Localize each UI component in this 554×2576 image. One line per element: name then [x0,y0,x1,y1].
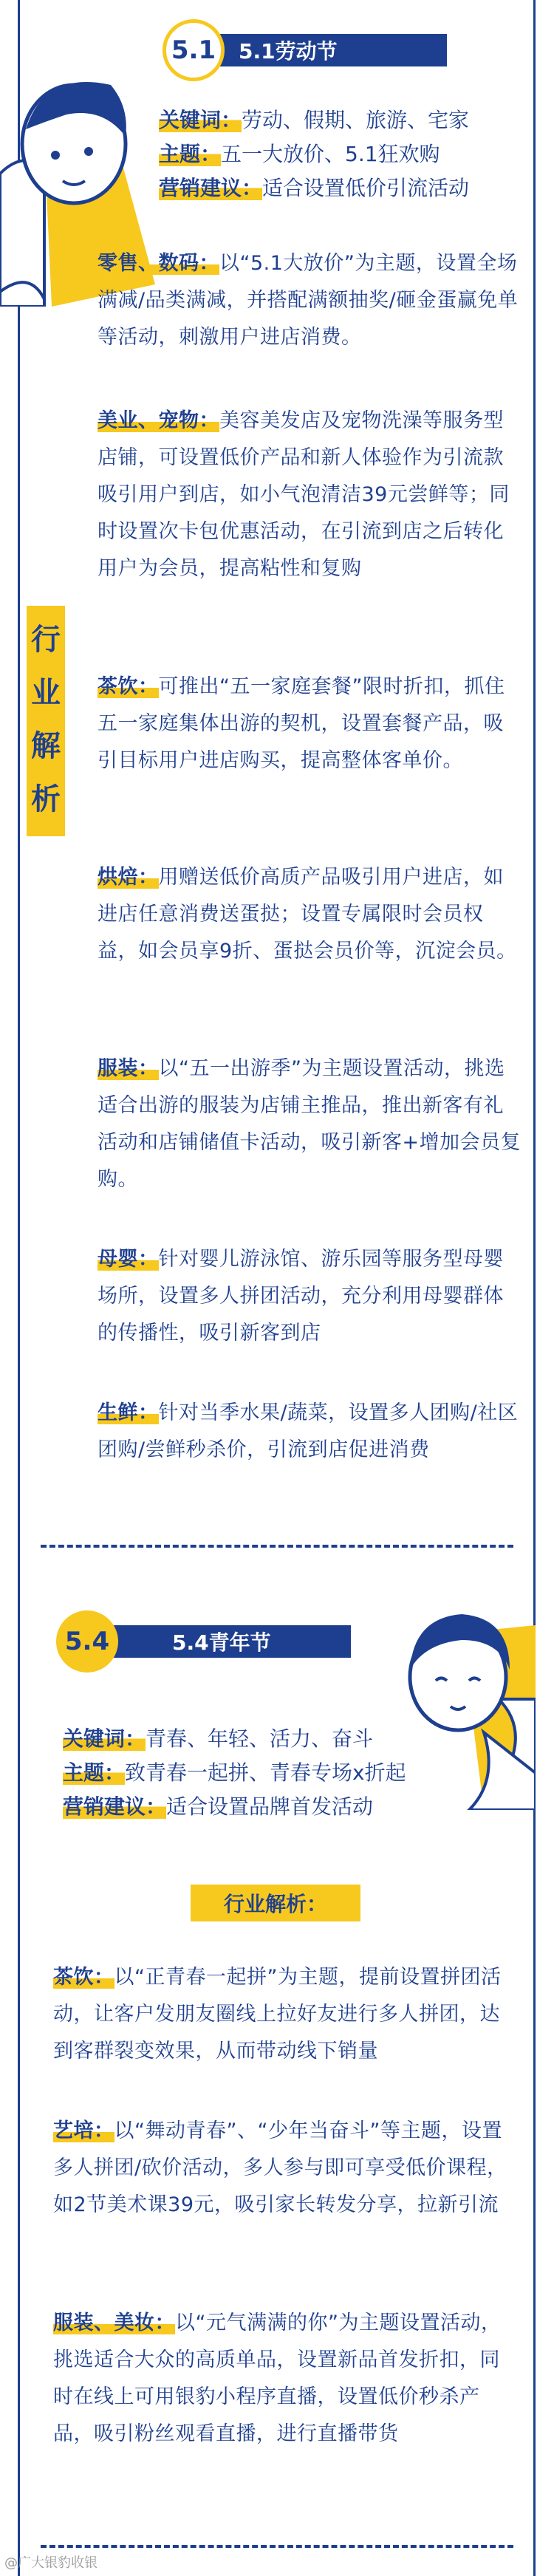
section1-para-beauty [98,403,522,587]
section2-para-tea [53,1959,519,2070]
section1-advice: 适合设置低价引流活动 [262,176,470,200]
para-text: 以“舞动青春”、“少年当奋斗”等主题，设置多人拼团/砍价活动，多人参与即可享受低价课程，如2节美术课39元，吸引家长转发分享，拉新引流 [53,2119,507,2216]
para-tag: 茶饮： [53,1966,114,1989]
vertical-title-char: 行 [31,623,61,657]
para-text: 用赠送低价高质产品吸引用户进店，如进店任意消费送蛋挞；设置专属限时会员权益，如会员享9折、蛋挞会员价等，沉淀会员。 [98,866,517,963]
vertical-title-char: 业 [31,676,61,710]
section1-title: 5.1劳动节 [239,39,338,64]
para-tag: 烘焙： [98,866,159,889]
para-tag: 服装、美妆： [53,2312,175,2334]
para-text: 美容美发店及宠物洗澡等服务型店铺，可设置低价产品和新人体验作为引流款吸引用户到店，如小气泡清洁39元尝鲜等；同时设置次卡包优惠活动，在引流到店之后转化用户为会员，提高粘性和复购 [98,409,510,580]
section1-para-fresh [98,1395,522,1469]
para-tag: 茶饮： [98,675,159,698]
para-tag: 美业、宠物： [98,409,219,432]
section1-badge-text: 5.1 [171,35,216,65]
para-text: 以“正青春一起拼”为主题，提前设置拼团活动，让客户发朋友圈线上拉好友进行多人拼团，达到客群裂变效果，从而带动线下销量 [53,1966,502,2063]
section1-para-bakery [98,859,522,970]
section1-para-retail [98,245,522,356]
watermark: @广大银豹收银 [4,2555,98,2571]
para-tag: 零售、数码： [98,252,219,275]
section1-meta [159,103,469,205]
section2-title-bar [111,1625,351,1658]
para-tag: 服装： [98,1057,159,1080]
section2-meta [63,1722,406,1824]
right-rail [533,0,536,2576]
section1-para-tea [98,669,522,779]
section1-keywords-label: 关键词： [159,108,242,132]
section2-badge-text: 5.4 [64,1627,110,1656]
section1-para-clothing [98,1050,522,1198]
section1-theme-label: 主题： [159,142,222,166]
section2-advice: 适合设置品牌首发活动 [166,1794,374,1819]
section2-keywords: 青春、年轻、活力、奋斗 [146,1726,374,1751]
section2-theme: 致青春一起拼、青春专场x折起 [125,1760,406,1785]
section2-para-arts [53,2113,519,2224]
para-text: 针对婴儿游泳馆、游乐园等服务型母婴场所，设置多人拼团活动，充分利用母婴群体的传播性，吸引新客到店 [98,1248,504,1345]
section1-keywords: 劳动、假期、旅游、宅家 [242,108,470,132]
section1-title-bar [211,34,447,66]
section1-vertical-title [27,606,65,836]
section1-advice-label: 营销建议： [159,176,263,200]
para-text: 可推出“五一家庭套餐”限时折扣，抓住五一家庭集体出游的契机，设置套餐产品，吸引目标用户进店购买，提高整体客单价。 [98,675,505,772]
section2-badge [56,1610,118,1673]
para-tag: 生鲜： [98,1401,159,1424]
section2-subheading: 行业解析： [191,1885,360,1921]
vertical-title-char: 析 [31,782,61,816]
section1-para-maternity [98,1241,522,1352]
section1-badge [163,19,225,81]
section2-title: 5.4青年节 [172,1630,271,1655]
para-tag: 母婴： [98,1248,159,1271]
section2-theme-label: 主题： [63,1760,126,1785]
character-illustration-right [388,1588,536,1810]
para-text: 以“元气满满的你”为主题设置活动，挑选适合大众的高质单品，设置新品首发折扣，同时在线上可用银豹小程序直播，设置低价秒杀产品，吸引粉丝观看直播，进行直播带货 [53,2312,502,2445]
para-text: 针对当季水果/蔬菜，设置多人团购/社区团购/尝鲜秒杀价，引流到店促进消费 [98,1401,519,1461]
section2-keywords-label: 关键词： [63,1726,146,1751]
section-divider [41,1545,513,1548]
section2-advice-label: 营销建议： [63,1794,167,1819]
section1-theme: 五一大放价、5.1狂欢购 [221,142,440,166]
section2-para-fashion [53,2305,519,2453]
left-rail [18,0,20,2576]
vertical-title-char: 解 [31,729,61,763]
para-tag: 艺培： [53,2119,114,2142]
para-text: 以“五一出游季”为主题设置活动，挑选适合出游的服装为店铺主推品，推出新客有礼活动和店铺储值卡活动，吸引新客+增加会员复购。 [98,1057,521,1191]
section-divider-bottom [41,2545,513,2548]
para-text: 以“5.1大放价”为主题，设置全场满减/品类满减，并搭配满额抽奖/砸金蛋赢免单等活动，刺激用户进店消费。 [98,252,519,349]
